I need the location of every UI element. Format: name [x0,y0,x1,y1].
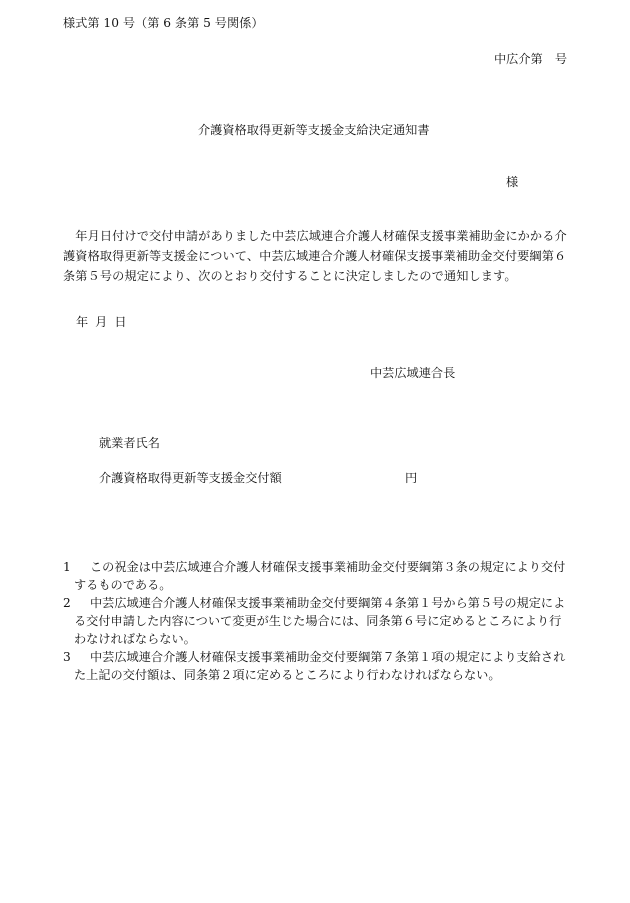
notes-list [63,558,571,684]
note-number: 1 [63,560,71,574]
note-line: するものである。 [74,578,172,592]
issuer-name: 中芸広域連合長 [370,366,456,380]
recipient-honorific: 様 [506,175,519,189]
notification-date: 年月日 [76,315,134,329]
form-label: 様式第 10 号（第 6 条第 5 号関係） [63,16,264,30]
notification-body [63,226,569,286]
note-text [74,594,571,648]
grant-amount-label: 介護資格取得更新等支援金交付額 [99,471,282,485]
note-number: 3 [63,650,71,664]
note-line: 中芸広域連合介護人材確保支援事業補助金交付要綱第７条第１項の規定により支給され [90,650,566,664]
notification-body-line: 年月日付けで交付申請がありました中芸広域連合介護人材確保支援事業補助金にかかる介 [63,229,567,243]
note-line: 中芸広域連合介護人材確保支援事業補助金交付要綱第４条第１号から第５号の規定によ [90,596,566,610]
document-title: 介護資格取得更新等支援金支給決定通知書 [198,123,430,137]
grant-amount-unit: 円 [405,471,418,485]
note-item [63,648,571,684]
note-line: わなければならない。 [74,632,196,646]
note-text [74,558,571,594]
note-line: た上記の交付額は、同条第２項に定めるところにより行わなければならない。 [74,668,501,682]
notification-body-line: 護資格取得更新等支援金について、中芸広域連合介護人材確保支援事業補助金交付要綱第６ [63,249,567,263]
notification-body-line: 条第５号の規定により、次のとおり交付することに決定しましたので通知します。 [63,269,517,283]
note-item [63,558,571,594]
note-line: この祝金は中芸広域連合介護人材確保支援事業補助金交付要綱第３条の規定により交付 [90,560,566,574]
note-item [63,594,571,648]
note-number: 2 [63,596,71,610]
note-text [74,648,571,684]
document-number: 中広介第 号 [494,52,568,66]
worker-name-label: 就業者氏名 [99,436,160,450]
note-line: る交付申請した内容について変更が生じた場合には、同条第６号に定めるところにより行 [74,614,562,628]
